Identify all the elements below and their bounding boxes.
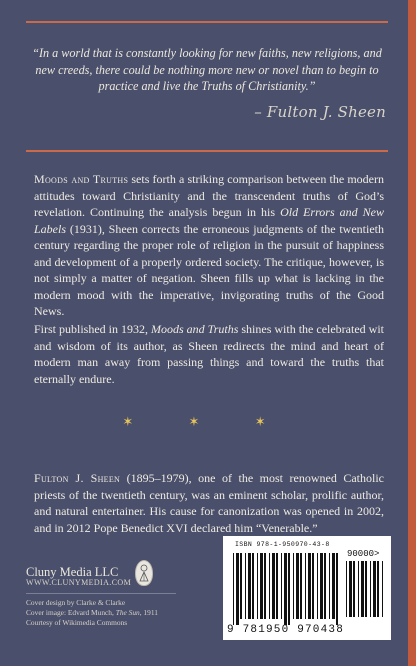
barcode-bar (264, 553, 266, 619)
book-title-lead: Moods and Truths (34, 172, 129, 186)
barcode-bar (257, 553, 258, 619)
barcode-bar (300, 553, 302, 619)
barcode-bar (276, 553, 278, 619)
publisher-name: Cluny Media LLC (26, 565, 119, 579)
barcode-bar (281, 553, 282, 619)
barcode-digits: 9 781950 970438 (227, 624, 345, 636)
barcode-bar (361, 561, 364, 617)
barcode-bar (248, 553, 251, 619)
barcode-bar (346, 561, 347, 617)
barcode-bar (272, 553, 275, 619)
referenced-book-title: Old Errors and New Labels (34, 205, 384, 236)
barcode-bar (312, 553, 314, 619)
author-name: Fulton J. Sheen (34, 471, 121, 485)
barcode-bar (320, 553, 323, 619)
barcode-bar (353, 561, 355, 617)
barcode-bar (245, 553, 246, 619)
credit-image: Cover image: Edvard Munch, The Sun, 1911 (26, 608, 158, 617)
credits-block (26, 598, 158, 628)
credit-image-title: The Sun (115, 608, 140, 617)
barcode-bar (358, 561, 359, 617)
barcode-bar (332, 553, 335, 619)
addon-barcode-bars (346, 561, 386, 623)
barcode-bar (308, 553, 311, 619)
barcode-bar (329, 553, 330, 619)
barcode-bar (349, 561, 352, 617)
publisher-url: WWW.CLUNYMEDIA.COM (26, 578, 132, 587)
barcode-bar (382, 561, 383, 617)
spine-edge (408, 0, 416, 666)
star-ornament: ✶ ✶ ✶ (122, 414, 292, 429)
author-bio: Fulton J. Sheen (1895–1979), one of the most renowned Catholic priests of the twentieth century, was an eminent scholar, prolific author, and natural entertainer. His cause for canonization was opened in 2002, and in 2012 Pope Benedict XVI declared him “Venerable.” (34, 471, 384, 535)
barcode-bar (370, 561, 371, 617)
barcode-bar (236, 553, 239, 625)
barcode-bar (377, 561, 379, 617)
barcode-bar (296, 553, 299, 619)
barcode-bar (293, 553, 294, 619)
top-rule (26, 21, 388, 23)
credits-divider (26, 593, 176, 594)
barcode-bar (240, 553, 242, 619)
pull-quote: “In a world that is constantly looking for new faiths, new religions, and new creeds, there could be nothing more new or novel than to begin to practice and live the Truths of Christianity.” (32, 46, 382, 93)
description-paragraph-2: First published in 1932, Moods and Truths shines with the celebrated wit and wisdom of its author, as Sheen redirects the mind and heart of modern man away from passing things and toward the truths that eternally endure. (34, 322, 384, 386)
cluny-seal-icon (135, 560, 153, 586)
book-title-italic: Moods and Truths (151, 322, 239, 336)
isbn-label: ISBN 978-1-950970-43-8 (235, 541, 330, 548)
barcode-bar (336, 553, 338, 625)
barcode-bar (288, 553, 290, 625)
quote-divider-rule (26, 150, 388, 152)
description-paragraph-1: Moods and Truths sets forth a striking comparison between the modern attitudes toward Christianity and the transcendent truths of God’s revelation. Continuing the analysis begun in his Old Errors and New Labels (1931), Sheen corrects the erroneous judgments of the twentieth century regarding the proper role of religion in the pursuit of happiness and development of a properly ordered society. The critique, however, is not simply a matter of negation. Sheen fills up what is lacking in the modern mood with the imperative, invigorating truths of the Good News. (34, 172, 384, 318)
barcode-bar (365, 561, 367, 617)
barcode-bar (324, 553, 326, 619)
barcode-bar (305, 553, 306, 619)
ean-barcode-bars (233, 553, 339, 625)
barcode-bar (260, 553, 263, 619)
barcode-bar (269, 553, 270, 619)
barcode-bar (284, 553, 287, 625)
quote-attribution: – Fulton J. Sheen (254, 103, 386, 121)
credit-design: Cover design by Clarke & Clarke (26, 598, 126, 607)
credit-courtesy: Courtesy of Wikimedia Commons (26, 618, 128, 627)
barcode-bar (317, 553, 318, 619)
price-code: 90000> (347, 549, 380, 559)
barcode-bar (252, 553, 254, 619)
barcode-bar (233, 553, 234, 625)
barcode-bar (373, 561, 376, 617)
isbn-barcode (223, 536, 391, 640)
